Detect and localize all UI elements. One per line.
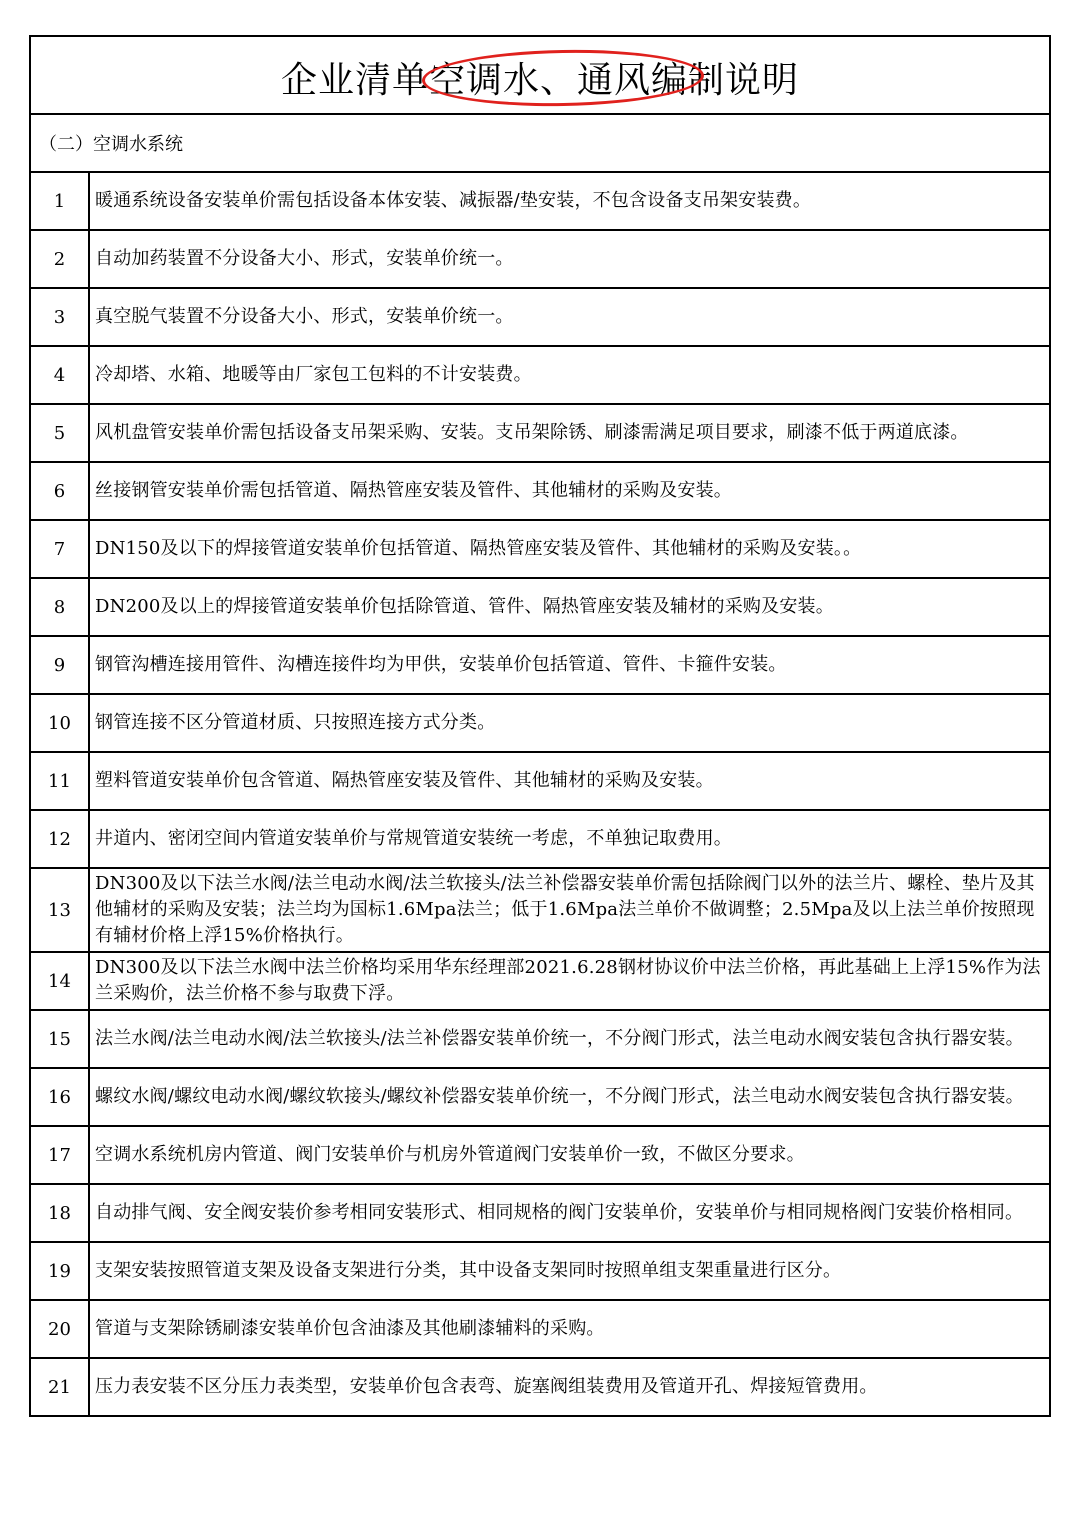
item-description: 丝接钢管安装单价需包括管道、隔热管座安装及管件、其他辅材的采购及安装。 [89, 462, 1050, 520]
item-number: 5 [30, 404, 89, 462]
title-row [30, 36, 1050, 114]
item-number: 12 [30, 810, 89, 868]
item-description: 真空脱气装置不分设备大小、形式，安装单价统一。 [89, 288, 1050, 346]
item-description: 井道内、密闭空间内管道安装单价与常规管道安装统一考虑，不单独记取费用。 [89, 810, 1050, 868]
item-number: 18 [30, 1184, 89, 1242]
item-number: 16 [30, 1068, 89, 1126]
item-number: 4 [30, 346, 89, 404]
table-row [30, 636, 1050, 694]
item-number: 10 [30, 694, 89, 752]
item-description: 法兰水阀/法兰电动水阀/法兰软接头/法兰补偿器安装单价统一，不分阀门形式，法兰电动水阀安装包含执行器安装。 [89, 1010, 1050, 1068]
item-description: 空调水系统机房内管道、阀门安装单价与机房外管道阀门安装单价一致，不做区分要求。 [89, 1126, 1050, 1184]
table-row [30, 868, 1050, 952]
table-row [30, 1068, 1050, 1126]
spec-sheet-table [29, 35, 1051, 1417]
item-number: 21 [30, 1358, 89, 1416]
table-row [30, 1300, 1050, 1358]
item-description: DN300及以下法兰水阀/法兰电动水阀/法兰软接头/法兰补偿器安装单价需包括除阀门以外的法兰片、螺栓、垫片及其他辅材的采购及安装；法兰均为国标1.6Mpa法兰；低于1.6Mpa法兰单价不做调整；2.5Mpa及以上法兰单价按照现有辅材价格上浮15%价格执行。 [89, 868, 1050, 952]
item-number: 6 [30, 462, 89, 520]
item-number: 19 [30, 1242, 89, 1300]
item-description: 管道与支架除锈刷漆安装单价包含油漆及其他刷漆辅料的采购。 [89, 1300, 1050, 1358]
item-description: 暖通系统设备安装单价需包括设备本体安装、减振器/垫安装，不包含设备支吊架安装费。 [89, 172, 1050, 230]
item-description: 自动加药装置不分设备大小、形式，安装单价统一。 [89, 230, 1050, 288]
table-row [30, 752, 1050, 810]
table-row [30, 810, 1050, 868]
item-description: 钢管连接不区分管道材质、只按照连接方式分类。 [89, 694, 1050, 752]
table-row [30, 462, 1050, 520]
item-number: 15 [30, 1010, 89, 1068]
table-row [30, 1358, 1050, 1416]
item-description: DN150及以下的焊接管道安装单价包括管道、隔热管座安装及管件、其他辅材的采购及安装。。 [89, 520, 1050, 578]
table-row [30, 1242, 1050, 1300]
item-description: 螺纹水阀/螺纹电动水阀/螺纹软接头/螺纹补偿器安装单价统一，不分阀门形式，法兰电动水阀安装包含执行器安装。 [89, 1068, 1050, 1126]
section-row [30, 114, 1050, 172]
item-number: 1 [30, 172, 89, 230]
table-row [30, 694, 1050, 752]
table-row [30, 1184, 1050, 1242]
item-number: 9 [30, 636, 89, 694]
table-row [30, 346, 1050, 404]
item-description: DN300及以下法兰水阀中法兰价格均采用华东经理部2021.6.28钢材协议价中法兰价格，再此基础上上浮15%作为法兰采购价，法兰价格不参与取费下浮。 [89, 952, 1050, 1010]
item-number: 8 [30, 578, 89, 636]
table-row [30, 230, 1050, 288]
item-description: 压力表安装不区分压力表类型，安装单价包含表弯、旋塞阀组装费用及管道开孔、焊接短管费用。 [89, 1358, 1050, 1416]
page-title: 企业清单空调水、通风编制说明 [281, 59, 800, 101]
table-row [30, 1126, 1050, 1184]
item-description: 支架安装按照管道支架及设备支架进行分类，其中设备支架同时按照单组支架重量进行区分。 [89, 1242, 1050, 1300]
item-description: DN200及以上的焊接管道安装单价包括除管道、管件、隔热管座安装及辅材的采购及安装。 [89, 578, 1050, 636]
table-row [30, 172, 1050, 230]
item-description: 钢管沟槽连接用管件、沟槽连接件均为甲供，安装单价包括管道、管件、卡箍件安装。 [89, 636, 1050, 694]
item-description: 自动排气阀、安全阀安装价参考相同安装形式、相同规格的阀门安装单价，安装单价与相同规格阀门安装价格相同。 [89, 1184, 1050, 1242]
table-row [30, 578, 1050, 636]
item-number: 7 [30, 520, 89, 578]
table-row [30, 404, 1050, 462]
item-number: 13 [30, 868, 89, 952]
section-label: （二）空调水系统 [30, 114, 1050, 172]
item-description: 风机盘管安装单价需包括设备支吊架采购、安装。支吊架除锈、刷漆需满足项目要求，刷漆不低于两道底漆。 [89, 404, 1050, 462]
item-description: 塑料管道安装单价包含管道、隔热管座安装及管件、其他辅材的采购及安装。 [89, 752, 1050, 810]
item-number: 20 [30, 1300, 89, 1358]
item-number: 11 [30, 752, 89, 810]
table-row [30, 952, 1050, 1010]
title-cell [30, 36, 1050, 114]
table-row [30, 1010, 1050, 1068]
item-number: 3 [30, 288, 89, 346]
table-row [30, 520, 1050, 578]
item-number: 14 [30, 952, 89, 1010]
item-number: 2 [30, 230, 89, 288]
table-row [30, 288, 1050, 346]
item-description: 冷却塔、水箱、地暖等由厂家包工包料的不计安装费。 [89, 346, 1050, 404]
item-number: 17 [30, 1126, 89, 1184]
